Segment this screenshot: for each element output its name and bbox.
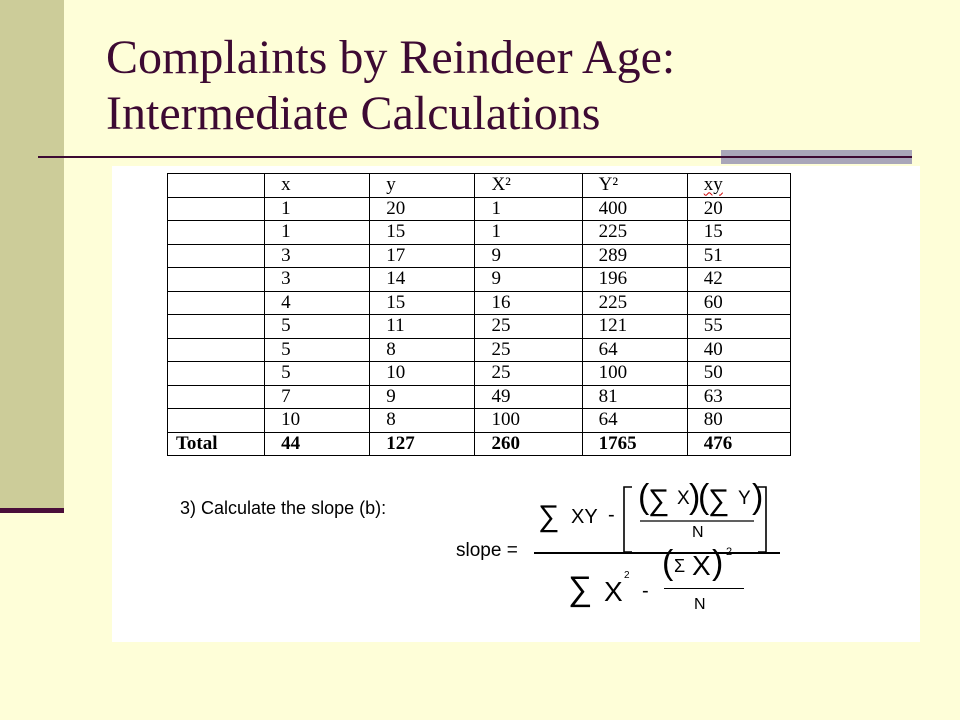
formula-sigma-xy: ∑ [538,500,560,533]
cell-row-label [168,385,265,409]
cell-x-squared: 25 [475,362,582,386]
cell-row-label [168,197,265,221]
cell-y-squared: 225 [582,221,687,245]
cell-x-squared: 16 [475,291,582,315]
cell-y: 15 [370,291,475,315]
table-row [168,244,791,268]
formula-xy: XY [571,506,598,528]
table-row [168,385,791,409]
cell-x-squared: 25 [475,338,582,362]
table-total-row [168,432,791,456]
formula-n-top: N [692,524,704,541]
cell-y: 11 [370,315,475,339]
total-x-squared: 260 [475,432,582,456]
cell-x: 10 [265,409,370,433]
cell-xy: 20 [687,197,790,221]
formula-sigma-small: Σ [674,556,686,576]
cell-x: 1 [265,197,370,221]
cell-row-label [168,409,265,433]
table-row [168,315,791,339]
cell-x-squared: 1 [475,221,582,245]
table-row [168,338,791,362]
formula-n-bottom: N [694,596,706,613]
cell-x-squared: 25 [475,315,582,339]
content-image-panel [112,166,920,642]
cell-y: 8 [370,409,475,433]
cell-x: 5 [265,315,370,339]
cell-x: 7 [265,385,370,409]
cell-xy: 50 [687,362,790,386]
cell-xy: 63 [687,385,790,409]
side-accent-line [0,508,64,513]
header-cell-xy-wrap [687,174,790,198]
header-cell-y-squared: Y² [582,174,687,198]
formula-lhs: slope = [456,540,518,561]
header-cell-x-squared: X² [475,174,582,198]
cell-y-squared: 196 [582,268,687,292]
cell-x-squared: 9 [475,268,582,292]
table-row [168,291,791,315]
formula-x-squared-sup: 2 [624,570,630,581]
cell-row-label [168,315,265,339]
total-y: 127 [370,432,475,456]
cell-xy: 55 [687,315,790,339]
cell-x: 3 [265,268,370,292]
cell-y: 17 [370,244,475,268]
cell-y-squared: 400 [582,197,687,221]
main-fraction-bar [534,552,780,554]
cell-row-label [168,338,265,362]
slide-title-line2: Intermediate Calculations [106,87,601,140]
formula-lparen-x: ( [638,478,650,516]
cell-y: 8 [370,338,475,362]
cell-row-label [168,268,265,292]
cell-xy: 60 [687,291,790,315]
cell-x: 1 [265,221,370,245]
cell-y-squared: 100 [582,362,687,386]
formula-x-denominator: X [604,576,623,607]
cell-row-label [168,291,265,315]
formula-minus-top: - [608,504,615,526]
cell-xy: 80 [687,409,790,433]
cell-xy: 40 [687,338,790,362]
cell-y: 14 [370,268,475,292]
cell-x: 5 [265,362,370,386]
cell-y-squared: 64 [582,338,687,362]
cell-row-label [168,362,265,386]
total-xy: 476 [687,432,790,456]
header-cell-xy: xy [703,174,723,196]
cell-x-squared: 49 [475,385,582,409]
formula-paren-squared-sup: 2 [726,546,733,558]
formula-y-top: Y [738,488,751,509]
table-header-row [168,174,791,198]
formula-sigma-y: ∑ [708,484,730,517]
cell-x-squared: 100 [475,409,582,433]
cell-row-label [168,244,265,268]
header-cell-x: x [265,174,370,198]
slide-title-line1: Complaints by Reindeer Age: [106,31,676,84]
cell-row-label [168,221,265,245]
side-accent-bar [0,0,64,512]
table-row [168,362,791,386]
slide-title [106,30,906,142]
formula-sigma-x: ∑ [648,484,670,517]
cell-y-squared: 121 [582,315,687,339]
cell-y-squared: 289 [582,244,687,268]
table-row [168,409,791,433]
formula-sigma-x2: ∑ [568,570,593,608]
cell-y: 10 [370,362,475,386]
formula-rparen-x2: ) [712,544,724,582]
cell-y-squared: 64 [582,409,687,433]
cell-y: 20 [370,197,475,221]
cell-x: 5 [265,338,370,362]
formula-minus-bottom: - [642,580,649,602]
formula-lparen-y: ( [698,478,710,516]
cell-xy: 42 [687,268,790,292]
step-label: 3) Calculate the slope (b): [180,498,387,518]
cell-y-squared: 225 [582,291,687,315]
table-row [168,221,791,245]
total-x: 44 [265,432,370,456]
total-y-squared: 1765 [582,432,687,456]
formula-lparen-x2: ( [662,544,674,582]
cell-x: 3 [265,244,370,268]
title-accent-line [721,156,912,158]
header-cell [168,174,265,198]
cell-x-squared: 1 [475,197,582,221]
cell-xy: 51 [687,244,790,268]
cell-xy: 15 [687,221,790,245]
formula-rparen-x: ) [689,478,701,516]
calculation-table [167,173,791,456]
cell-x: 4 [265,291,370,315]
total-label: Total [168,432,265,456]
table-row [168,268,791,292]
cell-y: 9 [370,385,475,409]
formula-rparen-y: ) [752,478,764,516]
cell-x-squared: 9 [475,244,582,268]
inner-fraction-bar [664,588,744,589]
formula-x-inner: X [692,550,711,581]
cell-y: 15 [370,221,475,245]
cell-y-squared: 81 [582,385,687,409]
formula-x-top: X [677,488,690,509]
header-cell-y: y [370,174,475,198]
table-row [168,197,791,221]
